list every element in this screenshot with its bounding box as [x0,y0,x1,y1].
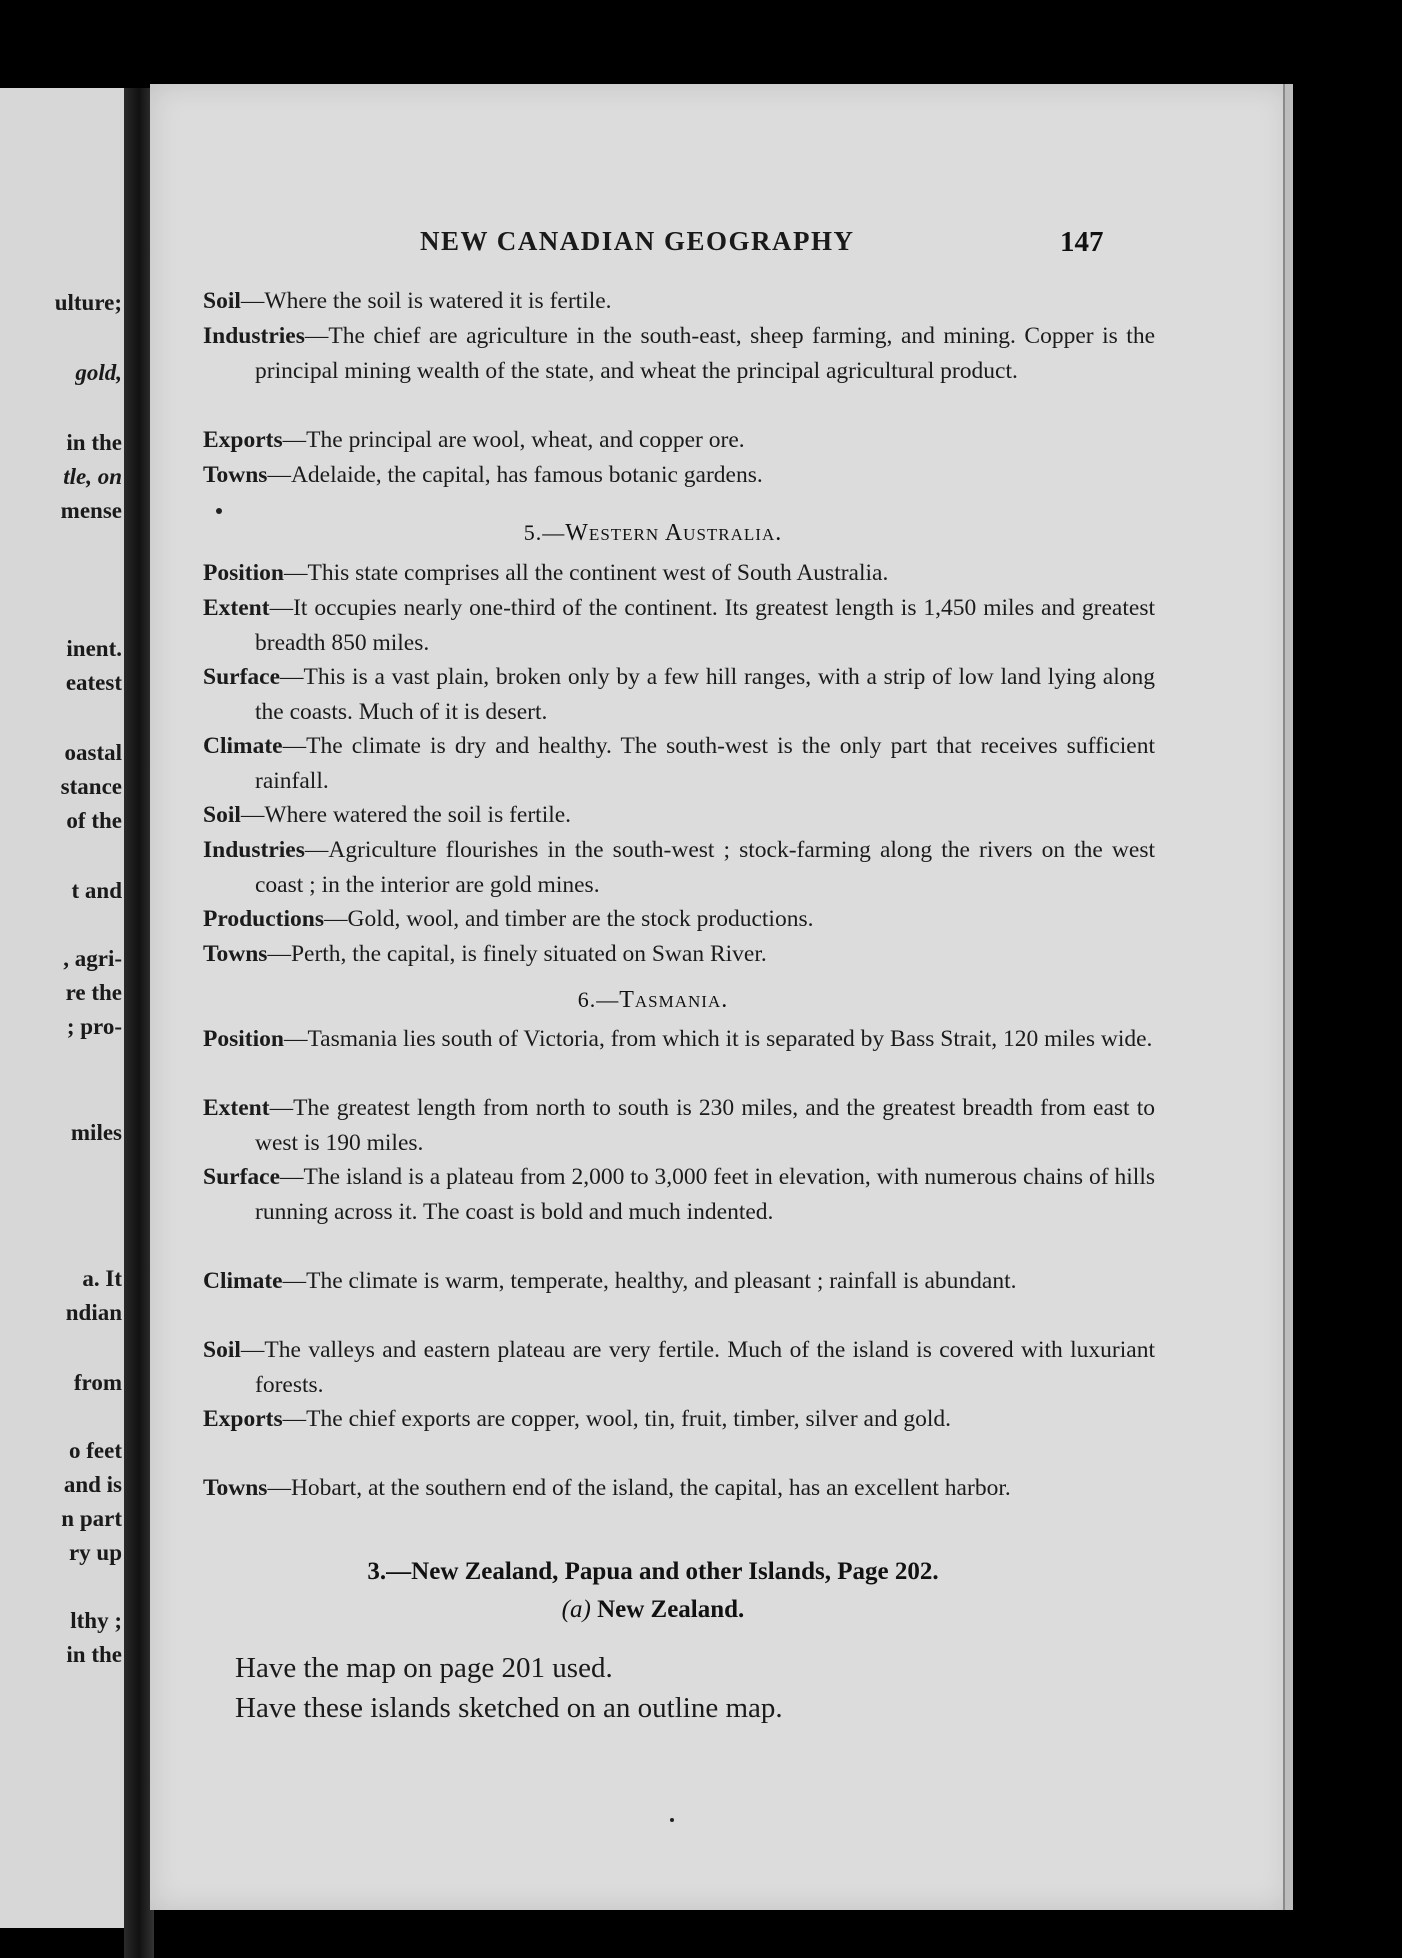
entry-exports: Exports—The principal are wool, wheat, and copper ore. [203,427,745,453]
left-page-line: tle, on [63,464,122,489]
entry-towns: Towns—Hobart, at the southern end of the island, the capital, has an excellent harbor. [203,1475,1011,1501]
left-page-line: re the [65,980,122,1005]
left-page-line: a. It [82,1266,122,1291]
left-page-line: gold, [75,360,122,385]
entry-soil: Soil—Where the soil is watered it is fertile. [203,288,612,314]
section-heading-new-zealand-papua: 3.—New Zealand, Papua and other Islands, Page 202. [367,1558,939,1585]
left-page-line: ; pro- [66,1014,122,1039]
left-page-line: of the [66,808,122,833]
page-number: 147 [1060,226,1104,258]
teacher-note: Have the map on page 201 used. [235,1652,613,1684]
entry-climate: Climate—The climate is warm, temperate, healthy, and pleasant ; rainfall is abundant. [203,1268,1017,1294]
entry-extent: Extent—The greatest length from north to south is 230 miles, and the greatest breadth from east to west is 190 miles. [203,1095,1155,1156]
entry-surface: Surface—The island is a plateau from 2,000 to 3,000 feet in elevation, with numerous chains of hills running across it. The coast is bold and much indented. [203,1164,1155,1225]
entry-soil: Soil—The valleys and eastern plateau are very fertile. Much of the island is covered with luxuriant forests. [203,1337,1155,1398]
section-heading-western-australia: 5.—Western Australia. [523,520,783,546]
book-page [150,84,1290,1910]
entry-industries: Industries—The chief are agriculture in the south-east, sheep farming, and mining. Copper is the principal mining wealth of the state, and wheat the principal agricultural product. [203,323,1155,384]
left-page-line: inent. [66,636,122,661]
teacher-note: Have these islands sketched on an outline map. [235,1692,783,1724]
entry-towns: Towns—Perth, the capital, is finely situated on Swan River. [203,941,767,967]
entry-climate: Climate—The climate is dry and healthy. The south-west is the only part that receives sufficient rainfall. [203,733,1155,794]
left-facing-page [0,88,142,1928]
left-page-line: miles [70,1120,122,1145]
section-heading-tasmania: 6.—Tasmania. [577,987,729,1013]
entry-surface: Surface—This is a vast plain, broken only by a few hill ranges, with a strip of low land lying along the coasts. Much of it is desert. [203,664,1155,725]
subheading-new-zealand: (a) New Zealand. [561,1596,745,1623]
left-page-line: from [73,1370,122,1395]
left-page-line: stance [60,774,122,799]
left-page-line: ulture; [54,290,122,315]
left-page-line: oastal [64,740,122,765]
print-speck [670,1818,674,1822]
left-page-line: ndian [65,1300,122,1325]
running-head: NEW CANADIAN GEOGRAPHY [420,226,855,256]
entry-towns: Towns—Adelaide, the capital, has famous botanic gardens. [203,462,763,488]
left-page-line: t and [71,878,122,903]
left-page-line: o feet [69,1438,122,1463]
entry-extent: Extent—It occupies nearly one-third of the continent. Its greatest length is 1,450 miles and greatest breadth 850 miles. [203,595,1155,656]
left-page-line: n part [61,1506,122,1531]
left-page-line: mense [60,498,122,523]
page-edge [1283,84,1293,1910]
print-speck [216,508,222,514]
left-page-line: ry up [68,1540,122,1565]
entry-position: Position—This state comprises all the continent west of South Australia. [203,560,889,586]
entry-productions: Productions—Gold, wool, and timber are the stock productions. [203,906,814,932]
left-page-line: in the [66,1642,122,1667]
left-page-line: eatest [65,670,122,695]
left-page-line: lthy ; [70,1608,122,1633]
entry-soil: Soil—Where watered the soil is fertile. [203,802,572,828]
entry-position: Position—Tasmania lies south of Victoria, from which it is separated by Bass Strait, 120 miles wide. [203,1026,1153,1052]
entry-exports: Exports—The chief exports are copper, wool, tin, fruit, timber, silver and gold. [203,1406,951,1432]
left-page-line: and is [63,1472,122,1497]
entry-industries: Industries—Agriculture flourishes in the south-west ; stock-farming along the rivers on the west coast ; in the interior are gold mines. [203,837,1155,898]
left-page-line: in the [66,430,122,455]
left-page-line: , agri- [63,946,122,971]
